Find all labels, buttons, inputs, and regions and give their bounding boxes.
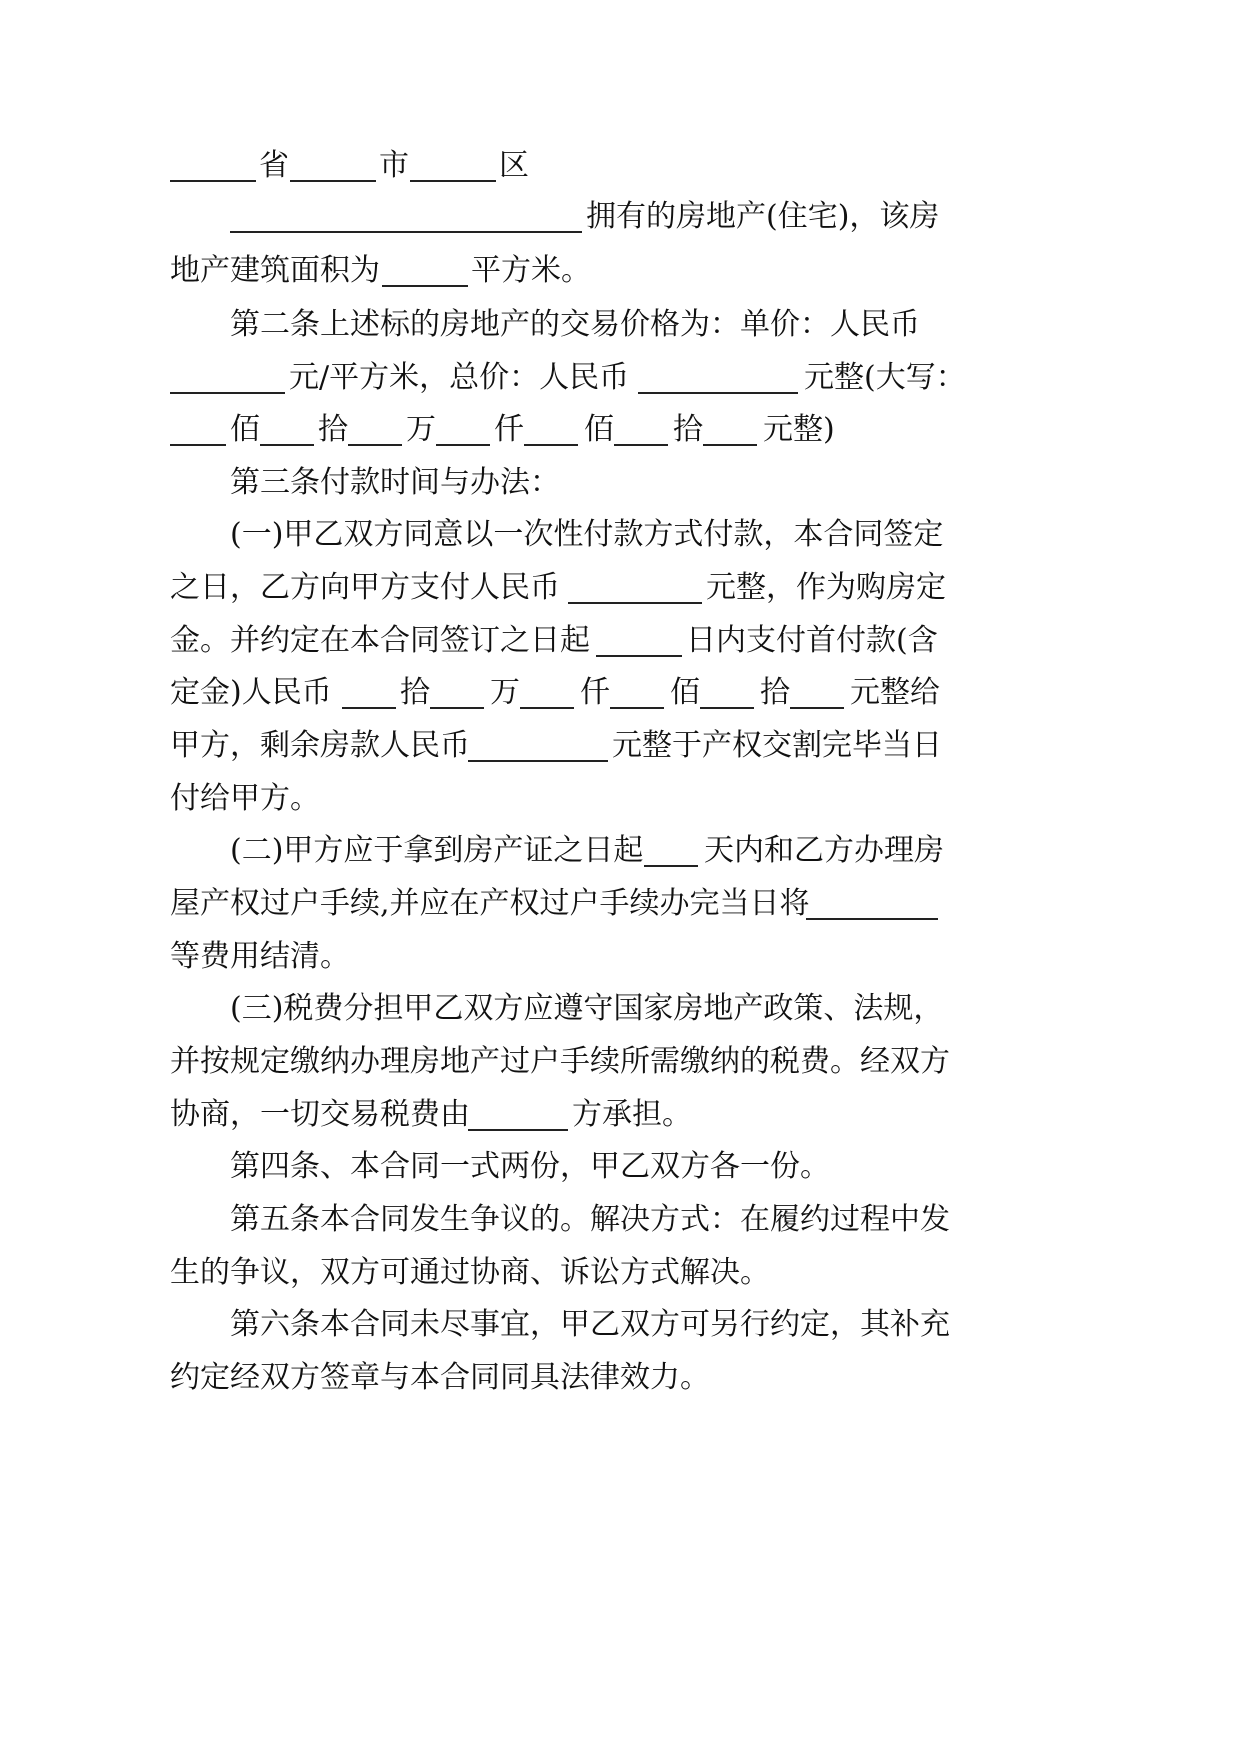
blank xyxy=(610,707,664,709)
doc-text: 第五条本合同发生争议的。解决方式：在履约过程中发 xyxy=(230,1202,950,1237)
clause-3-line xyxy=(0,989,1241,1029)
blank xyxy=(790,707,844,709)
doc-text: 元整给 xyxy=(850,675,940,710)
doc-text: 区 xyxy=(499,148,529,183)
days-blank xyxy=(596,655,682,657)
clause-2-end xyxy=(0,937,1241,977)
first-payment-line xyxy=(0,621,1241,661)
doc-text: 拾 xyxy=(673,412,703,447)
doc-text: 第三条付款时间与办法： xyxy=(230,465,560,500)
doc-text: 方承担。 xyxy=(572,1097,692,1132)
doc-text: 佰 xyxy=(584,412,614,447)
doc-text: 仟 xyxy=(580,675,610,710)
price-line xyxy=(0,358,1241,398)
article-6-cont xyxy=(0,1358,1241,1398)
balance-line xyxy=(0,726,1241,766)
article-5-cont xyxy=(0,1253,1241,1293)
price-in-words-line xyxy=(0,410,1241,450)
deposit-blank xyxy=(568,602,702,604)
doc-text: 拾 xyxy=(318,412,348,447)
article-2-heading xyxy=(0,305,1241,345)
doc-text: 拥有的房地产(住宅)，该房 xyxy=(586,199,940,234)
blank xyxy=(520,707,574,709)
doc-text: (二)甲方应于拿到房产证之日起 xyxy=(230,833,644,868)
blank xyxy=(700,707,754,709)
doc-text: 第四条、本合同一式两份，甲乙双方各一份。 xyxy=(230,1149,830,1184)
doc-text: 元整(大写： xyxy=(804,360,966,395)
transfer-line xyxy=(0,884,1241,924)
clause-2-line xyxy=(0,831,1241,871)
province-blank xyxy=(170,180,256,182)
doc-text: 地产建筑面积为 xyxy=(170,253,380,288)
blank xyxy=(170,444,226,446)
doc-text: 元/平方米，总价：人民币 xyxy=(289,360,630,395)
doc-text: 之日，乙方向甲方支付人民币 xyxy=(170,570,560,605)
transfer-days-blank xyxy=(644,865,698,867)
doc-text: 甲方，剩余房款人民币 xyxy=(170,728,470,763)
blank xyxy=(703,444,757,446)
article-5 xyxy=(0,1200,1241,1240)
article-4 xyxy=(0,1147,1241,1187)
city-blank xyxy=(290,180,376,182)
doc-text: 万 xyxy=(406,412,436,447)
article-6 xyxy=(0,1305,1241,1345)
tax-line xyxy=(0,1042,1241,1082)
doc-text: 平方米。 xyxy=(471,253,591,288)
doc-text: 并按规定缴纳办理房地产过户手续所需缴纳的税费。经双方 xyxy=(170,1044,950,1079)
balance-blank xyxy=(468,760,608,762)
doc-text: 付给甲方。 xyxy=(170,781,320,816)
doc-text: 拾 xyxy=(400,675,430,710)
blank xyxy=(436,444,490,446)
doc-text: 佰 xyxy=(670,675,700,710)
deposit-line xyxy=(0,568,1241,608)
doc-text: 金。并约定在本合同签订之日起 xyxy=(170,623,590,658)
area-line xyxy=(0,251,1241,291)
doc-text: (一)甲乙双方同意以一次性付款方式付款，本合同签定 xyxy=(230,517,944,552)
doc-text: 约定经双方签章与本合同同具法律效力。 xyxy=(170,1360,710,1395)
location-line xyxy=(0,146,1241,186)
doc-text: 市 xyxy=(379,148,409,183)
doc-text: 协商，一切交易税费由 xyxy=(170,1097,470,1132)
doc-text: 天内和乙方办理房 xyxy=(704,833,944,868)
property-owner-line xyxy=(0,197,1241,237)
address-blank xyxy=(230,231,582,233)
doc-text: 万 xyxy=(490,675,520,710)
doc-text: 元整于产权交割完毕当日 xyxy=(612,728,942,763)
first-payment-amount-line xyxy=(0,673,1241,713)
blank xyxy=(430,707,484,709)
tax-party-blank xyxy=(468,1129,568,1131)
blank xyxy=(348,444,402,446)
doc-text: 第六条本合同未尽事宜，甲乙双方可另行约定，其补充 xyxy=(230,1307,950,1342)
blank xyxy=(614,444,668,446)
article-3-heading xyxy=(0,463,1241,503)
doc-text: 元整) xyxy=(763,412,835,447)
doc-text: 第二条上述标的房地产的交易价格为：单价：人民币 xyxy=(230,307,920,342)
blank xyxy=(342,707,396,709)
doc-text: 省 xyxy=(259,148,289,183)
clause-1-line xyxy=(0,515,1241,555)
district-blank xyxy=(410,180,496,182)
blank xyxy=(260,444,314,446)
doc-text: 定金)人民币 xyxy=(170,675,332,710)
doc-text: (三)税费分担甲乙双方应遵守国家房地产政策、法规， xyxy=(230,991,944,1026)
total-price-blank xyxy=(638,392,798,394)
unit-price-blank xyxy=(170,392,285,394)
doc-text: 屋产权过户手续,并应在产权过户手续办完当日将 xyxy=(170,886,810,921)
doc-text: 等费用结清。 xyxy=(170,939,350,974)
doc-text: 元整，作为购房定 xyxy=(706,570,946,605)
doc-text: 拾 xyxy=(760,675,790,710)
doc-text: 生的争议，双方可通过协商、诉讼方式解决。 xyxy=(170,1255,770,1290)
fees-blank xyxy=(806,918,938,920)
area-blank xyxy=(382,285,468,287)
doc-text: 佰 xyxy=(230,412,260,447)
doc-text: 仟 xyxy=(494,412,524,447)
tax-bearer-line xyxy=(0,1095,1241,1135)
doc-text: 日内支付首付款(含 xyxy=(686,623,938,658)
blank xyxy=(524,444,578,446)
clause-1-end xyxy=(0,779,1241,819)
